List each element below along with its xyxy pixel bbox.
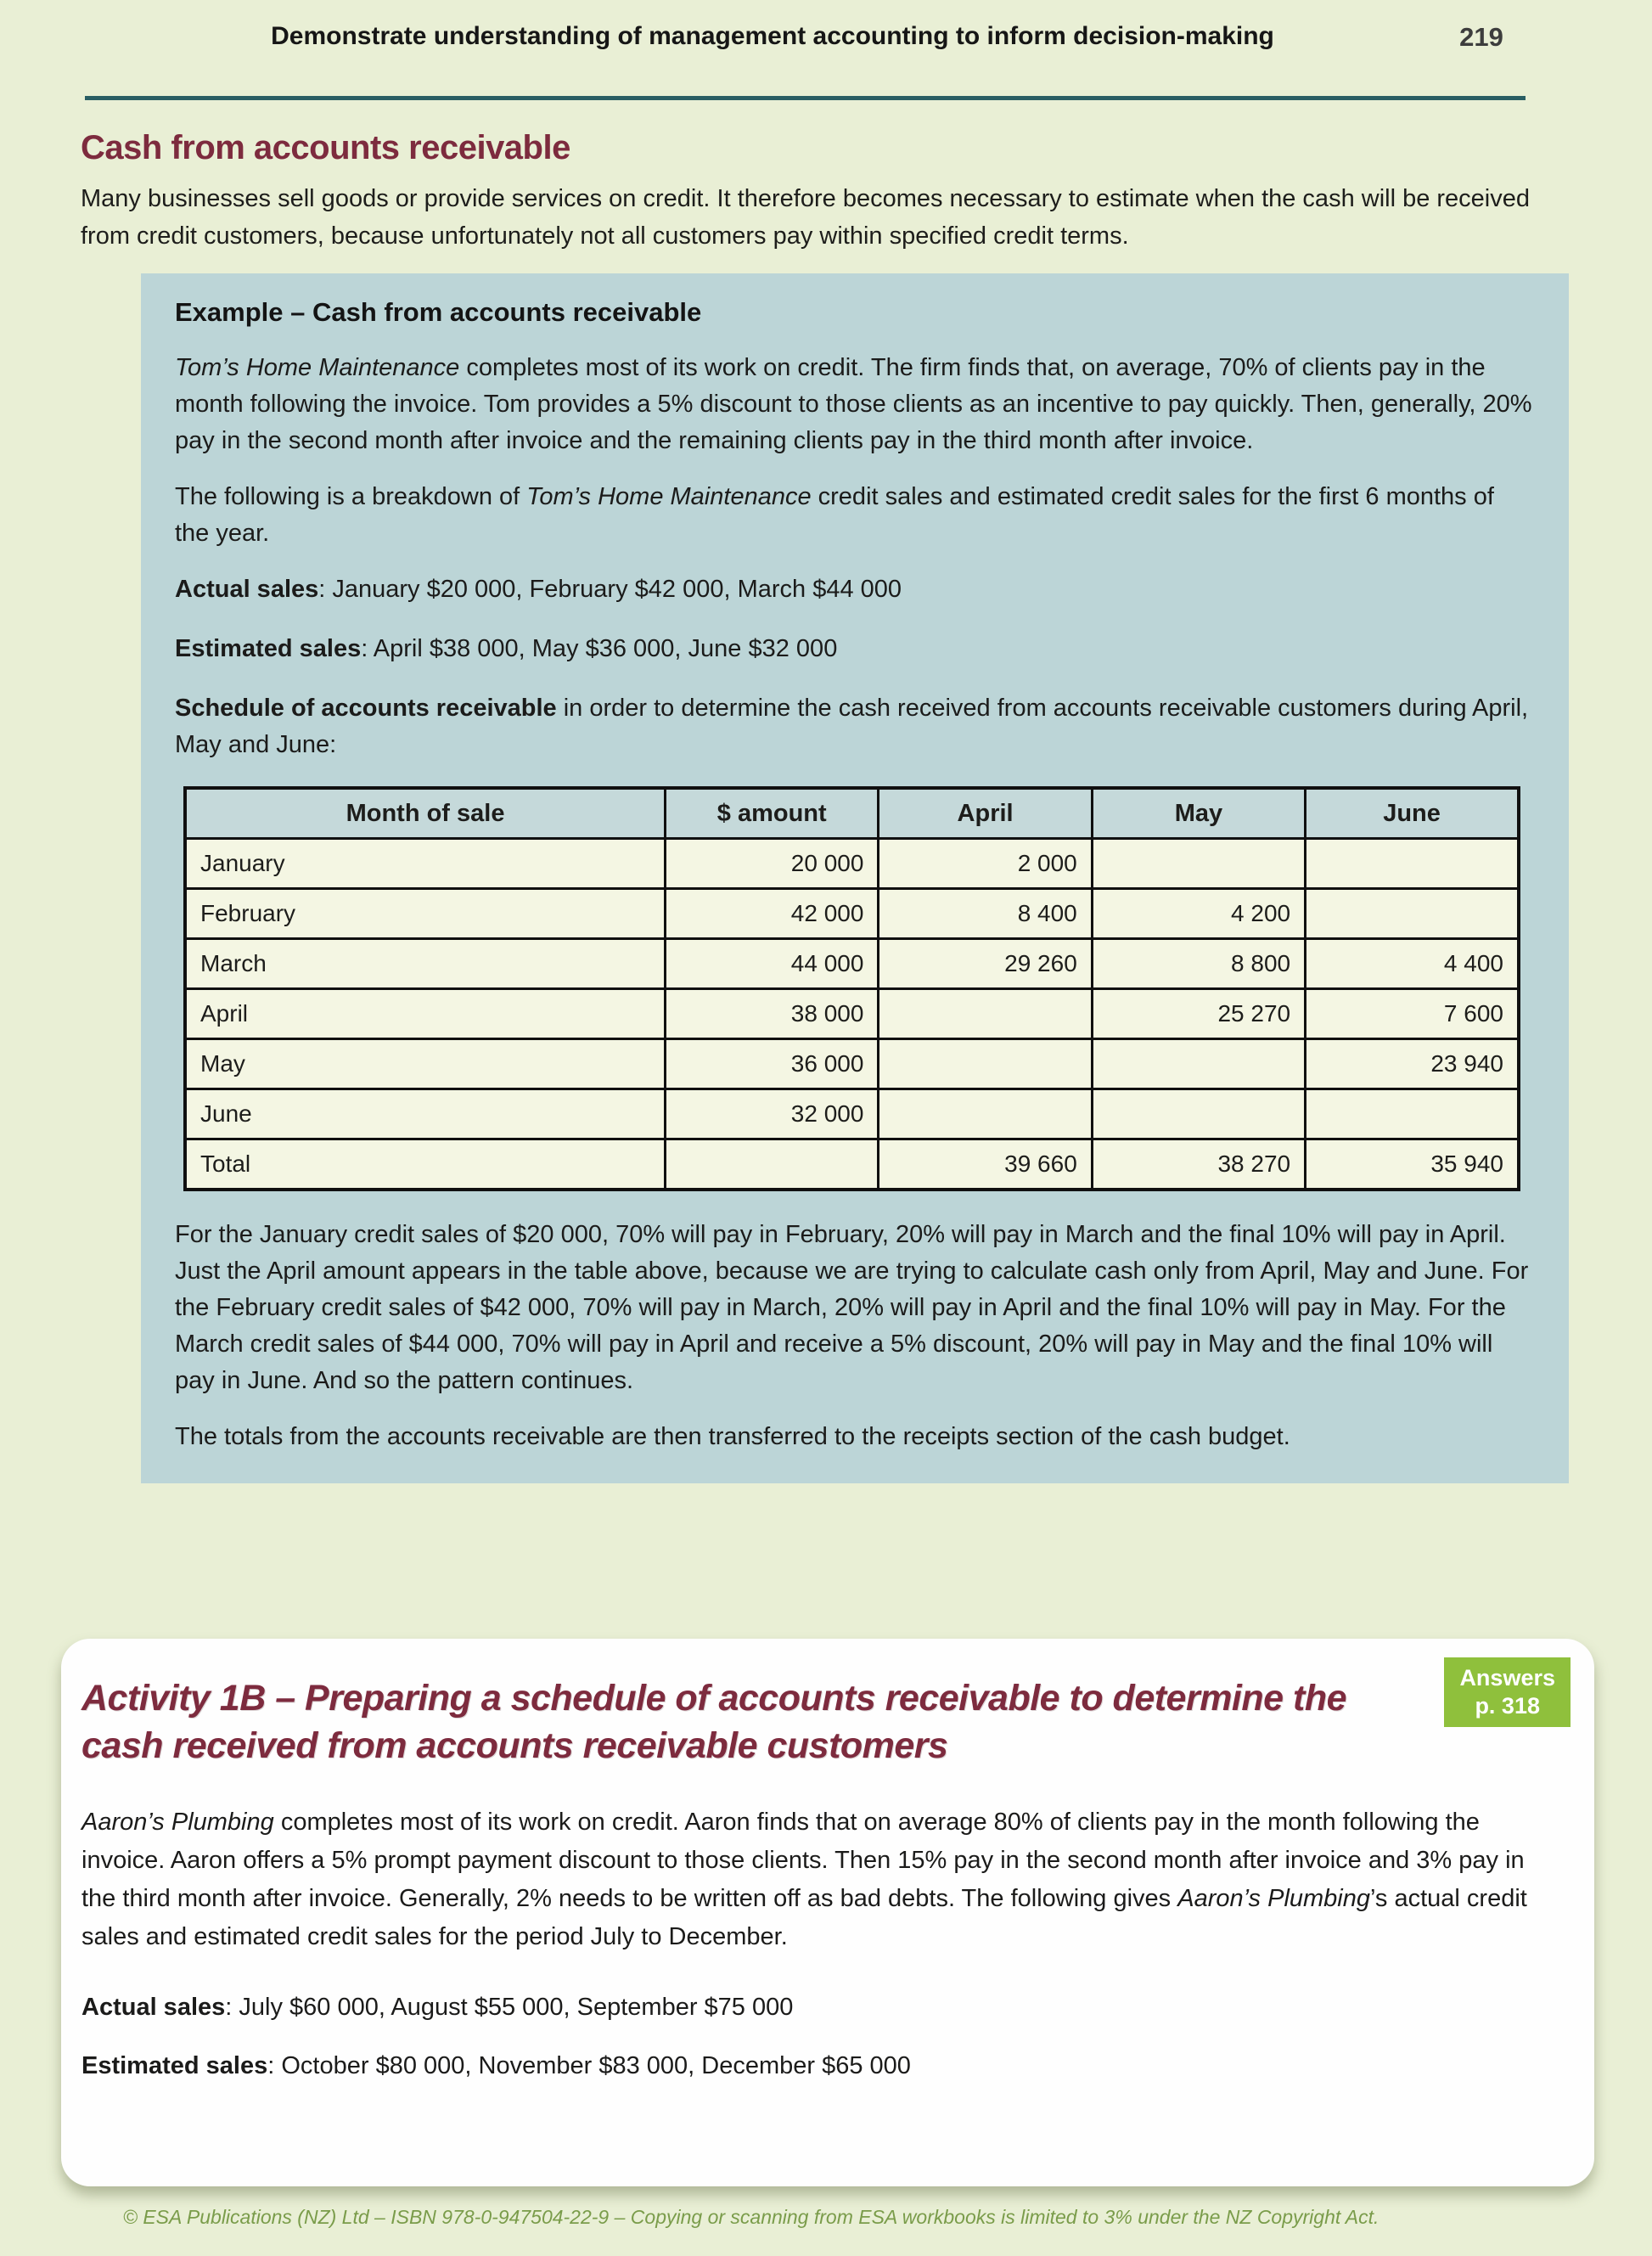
table-row xyxy=(185,839,1519,889)
text-segment: The following is a breakdown of xyxy=(175,483,527,510)
amount-cell: 4 400 xyxy=(1306,939,1519,989)
text-segment: Actual sales xyxy=(81,1994,226,2021)
amount-cell: 8 400 xyxy=(879,889,1092,939)
amount-cell xyxy=(1306,839,1519,889)
header-divider xyxy=(85,96,1526,100)
example-explanation-paragraph: For the January credit sales of $20 000, 70% will pay in February, 20% will pay in March and the final 10% will pay in April. Just the April amount appears in the table above, because we are trying to calculate cash only from April, May and June. For the February credit sales of $42 000, 70% will pay in March, 20% will pay in April and the final 10% will pay in May. For the March credit sales of $44 000, 70% will pay in April and receive a 5% discount, 20% will pay in May and the final 10% will pay in June. And so the pattern continues. xyxy=(175,1221,1529,1394)
table-header-cell: $ amount xyxy=(666,788,879,839)
schedule-lead-paragraph xyxy=(175,690,1535,763)
page-number: 219 xyxy=(1459,22,1503,52)
table-row xyxy=(185,939,1519,989)
amount-cell: 4 200 xyxy=(1092,889,1305,939)
text-segment: : April $38 000, May $36 000, June $32 000 xyxy=(361,635,838,662)
amount-cell: 25 270 xyxy=(1092,989,1305,1039)
table-row xyxy=(185,1039,1519,1089)
amount-cell xyxy=(1092,1089,1305,1139)
amount-cell: 23 940 xyxy=(1306,1039,1519,1089)
table-body xyxy=(185,839,1519,1190)
example-box xyxy=(141,273,1569,1483)
amount-cell: 32 000 xyxy=(666,1089,879,1139)
activity-card xyxy=(61,1639,1594,2186)
text-segment: in order to determine the cash received from accounts receivable customers during April, May and June: xyxy=(175,695,1529,758)
text-segment: Estimated sales xyxy=(81,2052,268,2079)
text-segment: Tom’s Home Maintenance xyxy=(175,354,460,381)
activity-estimated-sales-line xyxy=(81,2047,1545,2085)
amount-cell xyxy=(1092,839,1305,889)
amount-cell xyxy=(1306,889,1519,939)
table-row xyxy=(185,1089,1519,1139)
text-segment: Aaron’s Plumbing xyxy=(1177,1885,1371,1912)
text-segment: Schedule of accounts receivable xyxy=(175,695,557,722)
amount-cell: 35 940 xyxy=(1306,1139,1519,1190)
table-header-cell: Month of sale xyxy=(185,788,666,839)
example-paragraph xyxy=(175,350,1535,459)
amount-cell: 36 000 xyxy=(666,1039,879,1089)
activity-paragraph xyxy=(81,1803,1545,1956)
table-row xyxy=(185,989,1519,1039)
text-segment: ’s actual credit sales and estimated credit sales for the period July to December. xyxy=(81,1885,1527,1950)
table-head xyxy=(185,788,1519,839)
text-segment: credit sales and estimated credit sales for the first 6 months of the year. xyxy=(175,483,1494,547)
month-cell: January xyxy=(185,839,666,889)
amount-cell xyxy=(1306,1089,1519,1139)
amount-cell: 29 260 xyxy=(879,939,1092,989)
month-cell: February xyxy=(185,889,666,939)
amount-cell: 42 000 xyxy=(666,889,879,939)
month-cell: March xyxy=(185,939,666,989)
section-heading: Cash from accounts receivable xyxy=(81,129,570,166)
example-title: Example – Cash from accounts receivable xyxy=(175,297,702,327)
amount-cell: 38 270 xyxy=(1092,1139,1305,1190)
amount-cell: 2 000 xyxy=(879,839,1092,889)
transfer-note-paragraph: The totals from the accounts receivable are then transferred to the receipts section of the cash budget. xyxy=(175,1423,1290,1450)
amount-cell xyxy=(879,1089,1092,1139)
text-segment: : January $20 000, February $42 000, March $44 000 xyxy=(318,576,902,603)
table-header-cell: May xyxy=(1092,788,1305,839)
accounts-receivable-table xyxy=(183,786,1520,1191)
month-cell: Total xyxy=(185,1139,666,1190)
intro-paragraph: Many businesses sell goods or provide services on credit. It therefore becomes necessary to estimate when the cash will be received from credit customers, because unfortunately not all customers pay within specified credit terms. xyxy=(81,185,1531,250)
amount-cell: 7 600 xyxy=(1306,989,1519,1039)
answers-badge-page: p. 318 xyxy=(1475,1693,1540,1719)
text-segment: Aaron’s Plumbing xyxy=(81,1809,274,1836)
text-segment: completes most of its work on credit. Aaron finds that on average 80% of clients pay in the month following the invoice. Aaron offers a 5% prompt payment discount to those clients. Then 15% pay in the second month after invoice and 3% pay in the third month after invoice. Generally, 2% needs to be written off as bad debts. The following gives xyxy=(81,1809,1525,1912)
text-segment: : October $80 000, November $83 000, December $65 000 xyxy=(267,2052,911,2079)
amount-cell xyxy=(666,1139,879,1190)
table-row xyxy=(185,1139,1519,1190)
amount-cell: 39 660 xyxy=(879,1139,1092,1190)
month-cell: June xyxy=(185,1089,666,1139)
example-paragraph xyxy=(175,479,1535,552)
actual-sales-line xyxy=(175,571,1535,608)
text-segment: Tom’s Home Maintenance xyxy=(526,483,812,510)
activity-actual-sales-line xyxy=(81,1989,1545,2027)
activity-heading: Activity 1B – Preparing a schedule of accounts receivable to determine the cash received from accounts receivable customers xyxy=(81,1678,1347,1766)
amount-cell xyxy=(879,1039,1092,1089)
estimated-sales-line xyxy=(175,631,1535,667)
table-row xyxy=(185,889,1519,939)
month-cell: April xyxy=(185,989,666,1039)
text-segment: Estimated sales xyxy=(175,635,362,662)
amount-cell xyxy=(1092,1039,1305,1089)
answers-badge-label: Answers xyxy=(1459,1665,1555,1691)
copyright-footer: © ESA Publications (NZ) Ltd – ISBN 978-0-947504-22-9 – Copying or scanning from ESA workbooks is limited to 3% under the NZ Copyright Act. xyxy=(123,2206,1379,2228)
amount-cell: 38 000 xyxy=(666,989,879,1039)
text-segment: : July $60 000, August $55 000, September $75 000 xyxy=(225,1994,794,2021)
amount-cell: 20 000 xyxy=(666,839,879,889)
text-segment: completes most of its work on credit. The firm finds that, on average, 70% of clients pay in the month following the invoice. Tom provides a 5% discount to those clients as an incentive to pay quickly. Then, generally, 20% pay in the second month after invoice and the remaining clients pay in the third month after invoice. xyxy=(175,354,1532,454)
table-header-cell: June xyxy=(1306,788,1519,839)
table-header-cell: April xyxy=(879,788,1092,839)
month-cell: May xyxy=(185,1039,666,1089)
amount-cell: 44 000 xyxy=(666,939,879,989)
chapter-header-title: Demonstrate understanding of management accounting to inform decision-making xyxy=(271,22,1274,50)
amount-cell: 8 800 xyxy=(1092,939,1305,989)
amount-cell xyxy=(879,989,1092,1039)
table-header-row xyxy=(185,788,1519,839)
text-segment: Actual sales xyxy=(175,576,319,603)
answers-badge xyxy=(1444,1657,1571,1727)
